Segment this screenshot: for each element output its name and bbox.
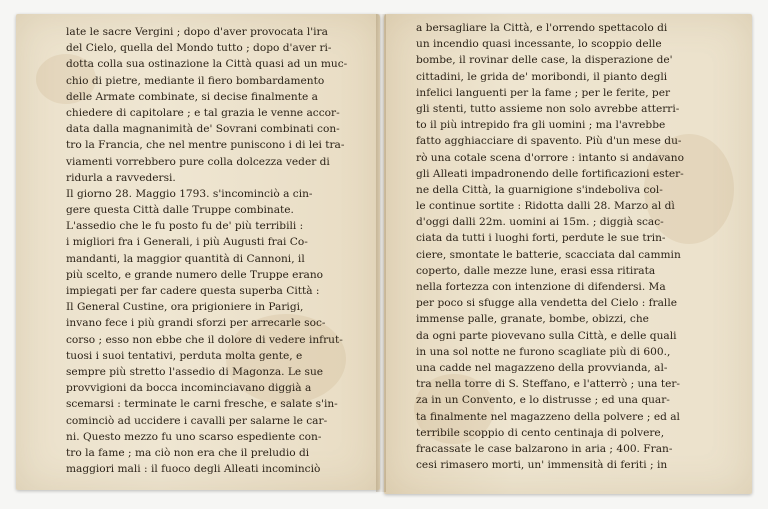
right-page-line: za in un Convento, e lo distrusse ; ed una quar-: [416, 394, 670, 407]
right-page-line: fracassate le case balzarono in aria ; 400. Fran-: [416, 442, 673, 455]
left-page-text: [66, 24, 347, 477]
right-page-line: nella fortezza con intenzione di difendersi. Ma: [416, 281, 666, 293]
left-page-line: gere questa Città dalle Truppe combinate.: [66, 204, 294, 217]
left-page-line: tro la Francia, che nel mentre puniscono i di lei tra-: [66, 139, 345, 152]
left-page-line: ni. Questo mezzo fu uno scarso espediente con-: [66, 430, 322, 443]
left-page-line: chiedere di capitolare ; e tal grazia le venne accor-: [66, 106, 340, 119]
page-gutter: [376, 14, 386, 492]
right-page-line: rò una cotale scena d'orrore : intanto si andavano: [416, 151, 684, 164]
right-page-line: coperto, dalle mezze lune, erasi essa ritirata: [416, 264, 656, 277]
left-page-line: dotta colla sua ostinazione la Città quasi ad un muc-: [66, 58, 348, 71]
left-page-line: L'assedio che le fu posto fu de' più terribili :: [66, 220, 304, 233]
left-page-line: Il giorno 28. Maggio 1793. s'incominciò a cin-: [66, 187, 313, 200]
left-page-line: sempre più stretto l'assedio di Magonza. Le sue: [66, 365, 324, 378]
left-page-line: data dalla magnanimità de' Sovrani combinati con-: [66, 123, 340, 136]
left-page-line: viamenti vorrebbero pure colla dolcezza veder di: [66, 155, 330, 168]
right-page-line: ciata da tutti i luoghi forti, perdute le sue trin-: [416, 232, 666, 245]
left-page-line: impiegati per far cadere questa superba Città :: [66, 285, 320, 297]
left-page-line: tuosi i suoi tentativi, perduta molta gente, e: [66, 349, 303, 362]
right-page-line: cittadini, le grida de' moribondi, il pianto degli: [416, 70, 668, 83]
left-page-line: invano fece i più grandi sforzi per arrecarle soc-: [66, 317, 326, 330]
right-page-line: da ogni parte piovevano sulla Città, e delle quali: [416, 329, 677, 342]
right-page-line: d'oggi dalli 22m. uomini ai 15m. ; diggià scac-: [416, 216, 664, 229]
left-page-line: late le sacre Vergini ; dopo d'aver provocata l'ira: [66, 26, 328, 38]
right-page-line: immense palle, granate, bombe, obizzi, che: [416, 313, 649, 326]
right-page-line: to il più intrepido fra gli uomini ; ma l'avrebbe: [416, 119, 666, 132]
left-page-line: corso ; esso non ebbe che il dolore di vedere infrut-: [66, 333, 343, 346]
right-page-line: fatto agghiacciare di spavento. Più d'un mese du-: [416, 135, 682, 148]
left-page-line: provvigioni da bocca incominciavano diggià a: [66, 382, 312, 395]
right-page-line: cesi rimasero morti, un' immensità di feriti ; in: [416, 459, 668, 472]
right-page-text: [416, 20, 684, 473]
right-page-line: ta finalmente nel magazzeno della polvere ; ed al: [416, 410, 680, 423]
right-page-line: bombe, il rovinar delle case, la disperazione de': [416, 54, 673, 67]
right-page-line: infelici languenti per la fame ; per le ferite, per: [416, 86, 671, 99]
left-page-line: cominciò ad uccidere i cavalli per salarne le car-: [66, 414, 328, 427]
left-page-line: tro la fame ; ma ciò non era che il preludio di: [66, 446, 310, 459]
left-page-line: del Cielo, quella del Mondo tutto ; dopo d'aver ri-: [66, 42, 332, 55]
right-page-line: ne della Città, la guarnigione s'indeboliva col-: [416, 183, 663, 196]
left-page-line: chio di pietre, mediante il fiero bombardamento: [66, 74, 325, 87]
left-page-line: più scelto, e grande numero delle Truppe erano: [66, 268, 324, 281]
right-page-line: gli Alleati impadronendo delle fortificazioni ester-: [416, 167, 684, 180]
right-page-line: gli stenti, tutto assieme non solo avrebbe atterri-: [416, 102, 680, 115]
right-page-line: le continue sortite : Ridotta dalli 28. Marzo al dì: [416, 200, 675, 213]
right-page-line: in una sol notte ne furono scagliate più di 600.,: [416, 345, 671, 358]
left-page-line: i migliori fra i Generali, i più Augusti frai Co-: [66, 236, 308, 249]
right-page-line: una cadde nel magazzeno della provvianda, al-: [416, 361, 668, 374]
right-page-line: per poco si sfugge alla vendetta del Cielo : fralle: [416, 297, 677, 310]
left-page-line: delle Armate combinate, si decise finalmente a: [66, 90, 318, 103]
left-page-line: scemarsi : terminate le carni fresche, e salate s'in-: [66, 398, 338, 411]
left-page-line: ridurla a ravvedersi.: [66, 171, 176, 184]
left-page-line: mandanti, la maggior quantità di Cannoni, il: [66, 252, 305, 265]
right-page-line: un incendio quasi incessante, lo scoppio delle: [416, 38, 662, 51]
right-page-line: ciere, smontate le batterie, scacciata dal cammin: [416, 248, 681, 261]
right-page-line: tra nella torre di S. Steffano, e l'atterrò ; una ter-: [416, 378, 681, 391]
left-page-line: Il General Custine, ora prigioniere in Parigi,: [66, 301, 304, 314]
right-page-line: a bersagliare la Città, e l'orrendo spettacolo di: [416, 22, 668, 34]
right-page-line: terribile scoppio di cento centinaja di polvere,: [416, 426, 665, 439]
left-page-line: maggiori mali : il fuoco degli Alleati incominciò: [66, 463, 321, 476]
